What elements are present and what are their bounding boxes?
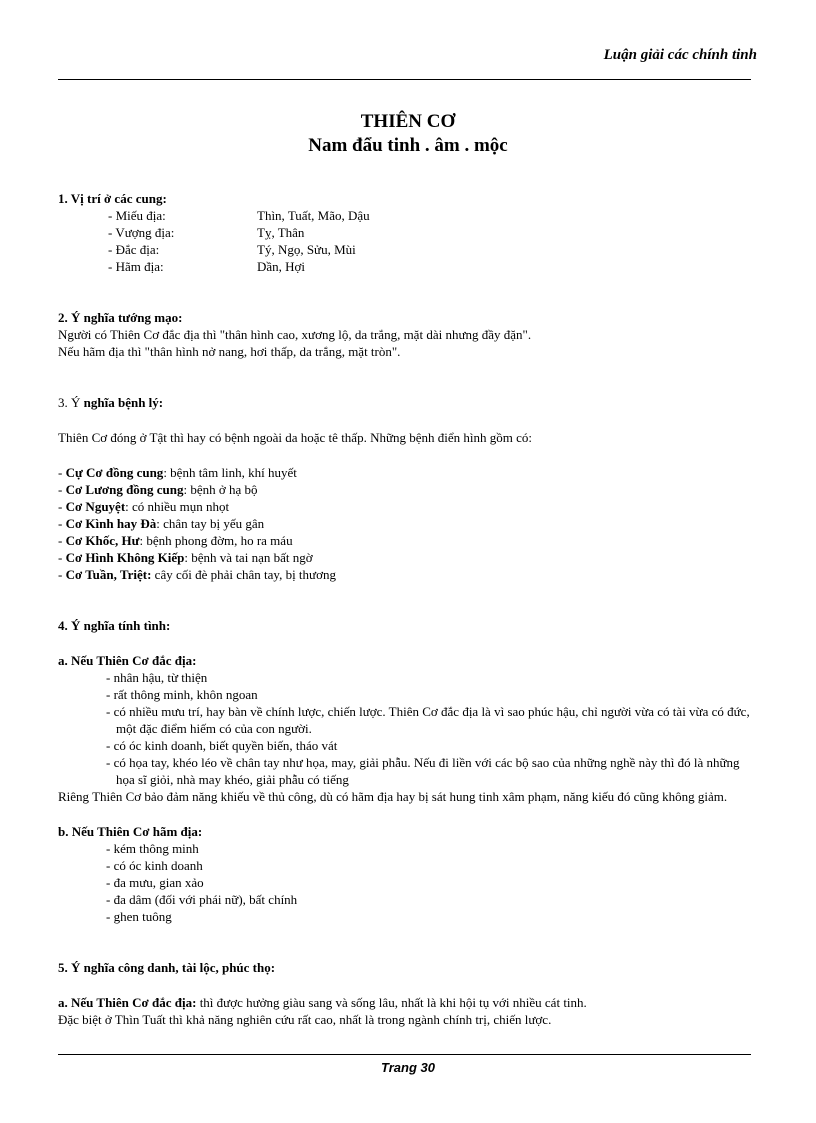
item-bold: Cơ Lương đồng cung <box>65 482 184 497</box>
list-item: - có họa tay, khéo léo về chân tay như họa, may, giải phẫu. Nếu đi liền với các bộ sao của những nghề này thì đó là những họa sĩ giỏi, nhà may khéo, giải phẫu có tiếng <box>106 755 740 787</box>
header-divider <box>58 79 751 80</box>
section5-a-line2: Đặc biệt ở Thìn Tuất thì khả năng nghiên cứu rất cao, nhất là trong ngành chính trị, chiến lược. <box>58 1012 552 1027</box>
item-bold: Cơ Tuần, Triệt: <box>65 567 152 582</box>
section2-heading: 2. Ý nghĩa tướng mạo: <box>58 310 183 325</box>
section4-b-heading: b. Nếu Thiên Cơ hãm địa: <box>58 824 203 839</box>
list-item: - ghen tuông <box>106 909 172 924</box>
row-key: - Miếu địa: <box>108 208 166 223</box>
list-item: - Cự Cơ đồng cung: bệnh tâm linh, khí huyết <box>58 465 297 480</box>
item-bold: Cơ Kình hay Đà <box>65 516 157 531</box>
list-item: - kém thông minh <box>106 841 199 856</box>
section3-list <box>58 464 758 583</box>
table-row <box>58 224 370 241</box>
item-bold: Cơ Khốc, Hư <box>65 533 140 548</box>
section4-a-list <box>58 669 758 788</box>
footer-divider <box>58 1054 751 1055</box>
row-value: Dần, Hợi <box>257 259 306 274</box>
list-item: - có nhiều mưu trí, hay bàn về chính lược, chiến lược. Thiên Cơ đắc địa là vì sao phúc hậu, chỉ người vừa có tài vừa có đức, một đặc điểm hiếm có của con người. <box>106 704 750 736</box>
section4-heading: 4. Ý nghĩa tính tình: <box>58 618 171 633</box>
row-value: Tý, Ngọ, Sửu, Mùi <box>257 242 356 257</box>
list-item: - Cơ Tuần, Triệt: cây cối đè phải chân tay, bị thương <box>58 567 336 582</box>
item-text: : bệnh phong đờm, ho ra máu <box>139 533 293 548</box>
list-item: - có óc kinh doanh <box>106 858 203 873</box>
list-item: - Cơ Hình Không Kiếp: bệnh và tai nạn bất ngờ <box>58 550 313 565</box>
list-item: - Cơ Kình hay Đà: chân tay bị yếu gân <box>58 516 265 531</box>
row-value: Tỵ, Thân <box>257 225 305 240</box>
section4-a-heading: a. Nếu Thiên Cơ đắc địa: <box>58 653 197 668</box>
row-key: - Đắc địa: <box>108 242 160 257</box>
section5-a-text: thì được hưởng giàu sang và sống lâu, nhất là khi hội tụ với nhiều cát tinh. <box>196 995 587 1010</box>
list-item: - Cơ Khốc, Hư: bệnh phong đờm, ho ra máu <box>58 533 293 548</box>
header-title: Luận giải các chính tinh <box>603 47 757 63</box>
list-item: - Cơ Nguyệt: có nhiều mụn nhọt <box>58 499 230 514</box>
list-item: - Cơ Lương đồng cung: bệnh ở hạ bộ <box>58 482 258 497</box>
row-value: Thìn, Tuất, Mão, Dậu <box>257 208 370 223</box>
section3-heading-rest: nghĩa bệnh lý: <box>83 395 164 410</box>
item-bold: Cự Cơ đồng cung <box>65 465 164 480</box>
item-text: : bệnh tâm linh, khí huyết <box>163 465 297 480</box>
table-row <box>58 258 370 275</box>
list-item: - đa dâm (đối với phái nữ), bất chính <box>106 892 298 907</box>
item-bold: Cơ Hình Không Kiếp <box>65 550 185 565</box>
page-title: THIÊN CƠ <box>360 111 456 132</box>
list-item: - rất thông minh, khôn ngoan <box>106 687 258 702</box>
section1-heading: 1. Vị trí ở các cung: <box>58 191 167 206</box>
table-row <box>58 207 370 224</box>
item-text: : bệnh ở hạ bộ <box>183 482 258 497</box>
item-bold: Cơ Nguyệt <box>65 499 126 514</box>
page-subtitle: Nam đẩu tinh . âm . mộc <box>308 135 508 156</box>
section5-a-lead: a. Nếu Thiên Cơ đắc địa: <box>58 995 197 1010</box>
page-number: Trang 30 <box>381 1060 435 1075</box>
item-text: : chân tay bị yếu gân <box>156 516 265 531</box>
content <box>58 190 758 1028</box>
section2-line: Người có Thiên Cơ đắc địa thì "thân hình cao, xương lộ, da trắng, mặt dài nhưng đầy đặn". <box>58 327 532 342</box>
list-item: - đa mưu, gian xảo <box>106 875 204 890</box>
section3-heading-num: 3. Ý <box>58 395 81 410</box>
row-key: - Vượng địa: <box>108 225 175 240</box>
item-text: : bệnh và tai nạn bất ngờ <box>184 550 313 565</box>
title-block <box>0 110 816 158</box>
section5-heading: 5. Ý nghĩa công danh, tài lộc, phúc thọ: <box>58 960 276 975</box>
row-key: - Hãm địa: <box>108 259 164 274</box>
section2-line: Nếu hãm địa thì "thân hình nở nang, hơi thấp, da trắng, mặt tròn". <box>58 344 401 359</box>
item-text: : có nhiều mụn nhọt <box>125 499 230 514</box>
section3-intro: Thiên Cơ đóng ở Tật thì hay có bệnh ngoài da hoặc tê thấp. Những bệnh điển hình gồm có: <box>58 430 533 445</box>
section1-table <box>58 207 370 275</box>
section3-heading <box>58 394 758 411</box>
list-item: - nhân hậu, từ thiện <box>106 670 208 685</box>
section5-a-line <box>58 994 758 1011</box>
table-row <box>58 241 370 258</box>
item-text: cây cối đè phải chân tay, bị thương <box>151 567 336 582</box>
section4-b-list <box>58 840 758 925</box>
section4-a-note: Riêng Thiên Cơ bảo đảm năng khiếu về thủ công, dù có hãm địa hay bị sát hung tinh xâm phạm, năng kiếu đó cũng không giảm. <box>58 789 728 804</box>
list-item: - có óc kinh doanh, biết quyền biến, tháo vát <box>106 738 338 753</box>
